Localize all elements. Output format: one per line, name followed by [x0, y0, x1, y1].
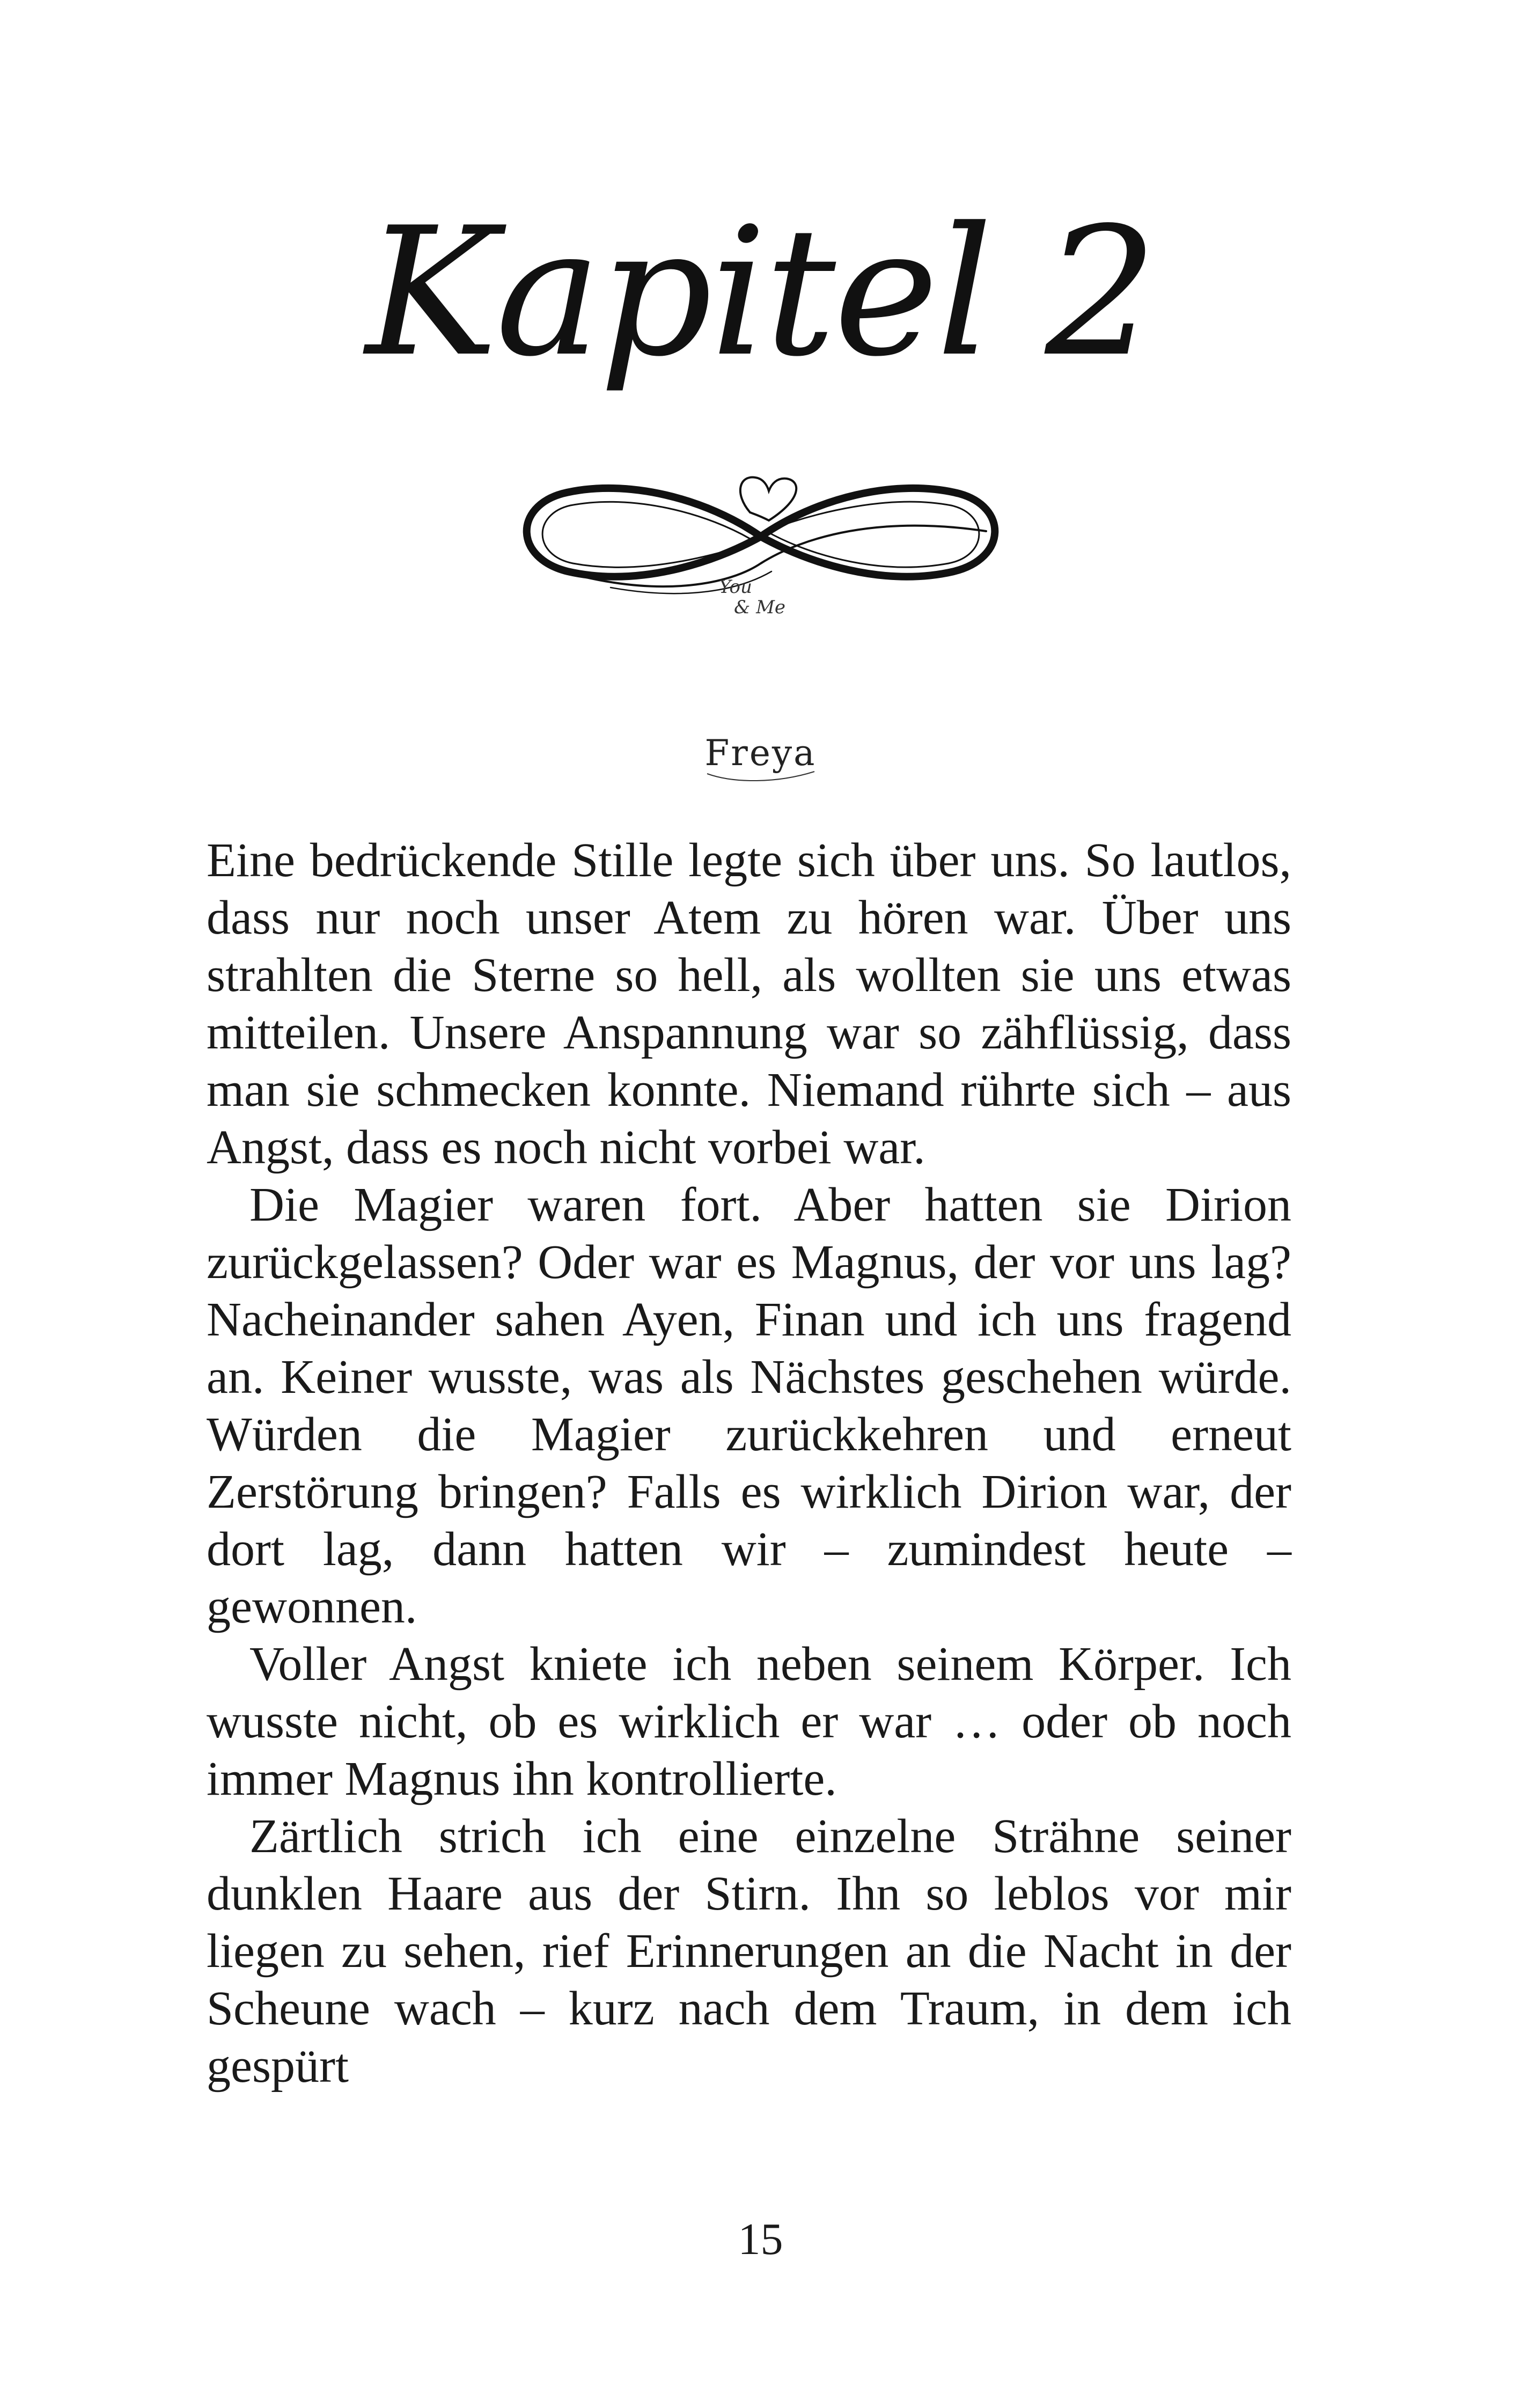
page-number: 15 — [738, 2214, 783, 2264]
body-text — [207, 832, 1291, 2095]
chapter-title: Kapitel 2 — [365, 189, 1156, 395]
pov-name: Freya — [704, 732, 817, 774]
paragraph-4: Zärtlich strich ich eine einzelne Strähne seiner dunklen Haare aus der Stirn. Ihn so leblos vor mir liegen zu sehen, rief Erinnerungen an die Nacht in der Scheune wach – kurz nach dem Traum, in dem ich gespürt — [207, 1810, 1291, 2093]
paragraph-3: Voller Angst kniete ich neben seinem Körper. Ich wusste nicht, ob es wirklich er war … oder ob noch immer Magnus ihn kontrollierte. — [207, 1638, 1291, 1805]
ornament-caption-line2: & Me — [734, 597, 786, 618]
ornament-caption-line1: You — [719, 576, 752, 598]
paragraph-1: Eine bedrückende Stille legte sich über uns. So lautlos, dass nur noch unser Atem zu hören war. Über uns strahlten die Sterne so hell, als wollten sie uns etwas mitteilen. Unsere Anspannung war so zähflüssig, dass man sie schmecken konnte. Niemand rührte sich – aus Angst, dass es noch nicht vorbei war. — [207, 834, 1291, 1174]
paragraph-2: Die Magier waren fort. Aber hatten sie Dirion zurückgelassen? Oder war es Magnus, der vor uns lag? Nacheinander sahen Ayen, Finan und ich uns fragend an. Keiner wusste, was als Nächstes geschehen würde. Würden die Magier zurückkehren und erneut Zerstörung bringen? Falls es wirklich Dirion war, der dort lag, dann hatten wir – zumindest heute – gewonnen. — [207, 1178, 1291, 1633]
pov-heading — [0, 732, 1521, 784]
ornament-caption — [719, 577, 837, 618]
